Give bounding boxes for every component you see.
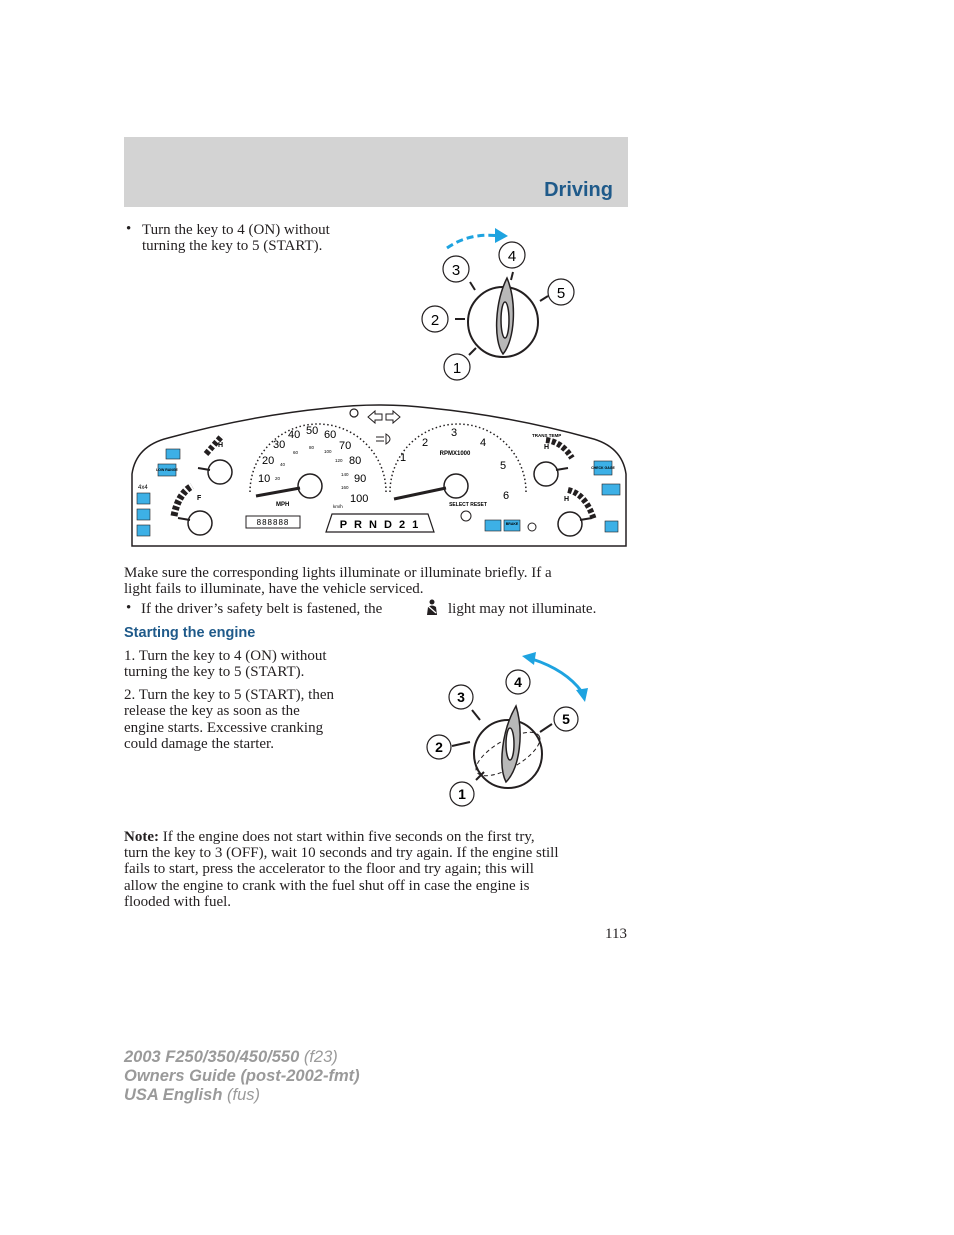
position-4-label: 4 <box>507 248 517 265</box>
arrowhead-icon <box>495 228 508 243</box>
step2-line4: could damage the starter. <box>124 736 274 752</box>
bullet-dot: • <box>126 221 132 237</box>
seatbelt-icon <box>423 599 441 617</box>
kmh-80: 80 <box>309 445 315 450</box>
step1-line2: turning the key to 5 (START). <box>124 664 305 680</box>
select-reset-button <box>461 511 471 521</box>
kmh-140: 140 <box>341 472 349 477</box>
mph-100: 100 <box>350 493 369 505</box>
tachometer-unit-label: RPMX1000 <box>439 451 471 457</box>
arrowhead-icon <box>576 688 588 702</box>
battery-warning-icon <box>602 484 620 495</box>
fuel-warning-icon <box>137 493 150 504</box>
note-line4: allow the engine to crank with the fuel shut off in case the engine is <box>124 878 530 894</box>
key-slot-icon <box>501 302 509 338</box>
speedometer-hub <box>298 474 322 498</box>
position-2-label: 2 <box>430 312 440 329</box>
trans-temp-gauge-hub <box>534 462 558 486</box>
position-3-label: 3 <box>451 262 461 279</box>
four-wheel-drive-icon <box>166 449 180 459</box>
mph-80: 80 <box>349 455 362 467</box>
step2-line3: engine starts. Excessive cranking <box>124 720 324 736</box>
tachometer-hub <box>444 474 468 498</box>
mph-40: 40 <box>288 429 301 441</box>
subheading-starting-engine: Starting the engine <box>124 625 256 641</box>
note-line3: fails to start, press the accelerator to the floor and try again; this will <box>124 861 534 877</box>
check-engine-icon <box>137 509 150 520</box>
check-gage-label: CHECK GAGE <box>591 466 615 470</box>
position-3-label: 3 <box>457 689 465 705</box>
select-reset-label: SELECT RESET <box>449 502 487 508</box>
tach-5: 5 <box>500 460 507 472</box>
kmh-160: 160 <box>341 485 349 490</box>
footer-language: USA English <box>124 1086 223 1104</box>
tach-2: 2 <box>422 437 429 449</box>
overdrive-off-icon <box>485 520 501 531</box>
position-5-label: 5 <box>556 285 566 302</box>
oil-gauge-h-label: H <box>564 496 570 503</box>
kmh-100: 100 <box>324 449 332 454</box>
fuel-gauge-hub <box>188 511 212 535</box>
footer-line3 <box>124 1086 360 1105</box>
intro-bullet-line2: turning the key to 5 (START). <box>142 238 323 254</box>
temp-gauge-hub <box>208 460 232 484</box>
temp-gauge-h-label: H <box>218 442 224 449</box>
kmh-60: 60 <box>293 450 299 455</box>
mph-20: 20 <box>262 455 275 467</box>
tach-1: 1 <box>400 452 407 464</box>
bullet-dot: • <box>126 600 132 616</box>
tach-6: 6 <box>503 490 510 502</box>
mph-50: 50 <box>306 425 319 437</box>
document-footer <box>124 1048 360 1105</box>
brake-warning-label: BRAKE <box>505 522 519 526</box>
kmh-label: km/h <box>333 504 343 509</box>
position-2-label: 2 <box>435 739 443 755</box>
footer-language-code: (fus) <box>227 1086 260 1104</box>
note-label: Note: <box>124 829 159 845</box>
footer-line1 <box>124 1048 360 1067</box>
step2-line1: 2. Turn the key to 5 (START), then <box>124 687 334 703</box>
rotation-arrow-icon <box>447 235 500 248</box>
step1-line1: 1. Turn the key to 4 (ON) without <box>124 648 327 664</box>
position-4-label: 4 <box>514 674 522 690</box>
bullet2-post: light may not illuminate. <box>448 601 597 617</box>
ignition-diagram-top <box>415 222 585 384</box>
para1-line2: light fails to illuminate, have the vehicle serviced. <box>124 581 424 597</box>
airbag-warning-icon <box>605 521 618 532</box>
tach-3: 3 <box>451 427 458 439</box>
bullet2-pre: If the driver’s safety belt is fastened, the <box>141 601 383 617</box>
note-line2: turn the key to 3 (OFF), wait 10 seconds and try again. If the engine still <box>124 845 559 861</box>
trans-temp-label: TRANS TEMP <box>532 433 562 438</box>
position-5-label: 5 <box>562 711 570 727</box>
key-slot-icon <box>506 728 514 760</box>
footer-model-code: (f23) <box>303 1048 338 1066</box>
mph-60: 60 <box>324 429 337 441</box>
kmh-120: 120 <box>335 458 343 463</box>
odometer-value: 888888 <box>256 518 290 527</box>
mph-90: 90 <box>354 473 367 485</box>
position-1-label: 1 <box>458 786 466 802</box>
mph-70: 70 <box>339 440 352 452</box>
step2-line2: release the key as soon as the <box>124 703 300 719</box>
instrument-cluster <box>128 396 630 548</box>
tach-4: 4 <box>480 437 487 449</box>
para1-line1: Make sure the corresponding lights illuminate or illuminate briefly. If a <box>124 565 552 581</box>
four-by-four-label: 4x4 <box>138 485 148 491</box>
intro-bullet-line1: Turn the key to 4 (ON) without <box>142 222 330 238</box>
oil-gauge-hub <box>558 512 582 536</box>
fuel-gauge-f-label: F <box>197 495 202 502</box>
section-header <box>124 137 628 207</box>
trans-temp-h-label: H <box>544 444 550 451</box>
kmh-20: 20 <box>275 476 281 481</box>
mph-30: 30 <box>273 439 286 451</box>
rotation-arrow-icon <box>532 659 582 692</box>
low-range-label: LOW RANGE <box>156 468 178 472</box>
note-line5: flooded with fuel. <box>124 894 232 910</box>
kmh-40: 40 <box>280 462 286 467</box>
ignition-diagram-bottom <box>420 650 592 812</box>
note-line1-text: If the engine does not start within five seconds on the first try, <box>162 829 535 845</box>
mph-10: 10 <box>258 473 271 485</box>
note-line1 <box>124 829 535 846</box>
section-title: Driving <box>544 179 613 201</box>
page-number: 113 <box>605 926 627 942</box>
prnd-indicator: P R N D 2 1 <box>339 519 421 531</box>
mph-label: MPH <box>276 502 290 508</box>
arrowhead-icon <box>522 652 536 665</box>
footer-model: 2003 F250/350/450/550 <box>124 1048 300 1066</box>
footer-line2: Owners Guide (post-2002-fmt) <box>124 1067 360 1085</box>
position-1-label: 1 <box>452 360 462 377</box>
seatbelt-warning-icon <box>137 525 150 536</box>
